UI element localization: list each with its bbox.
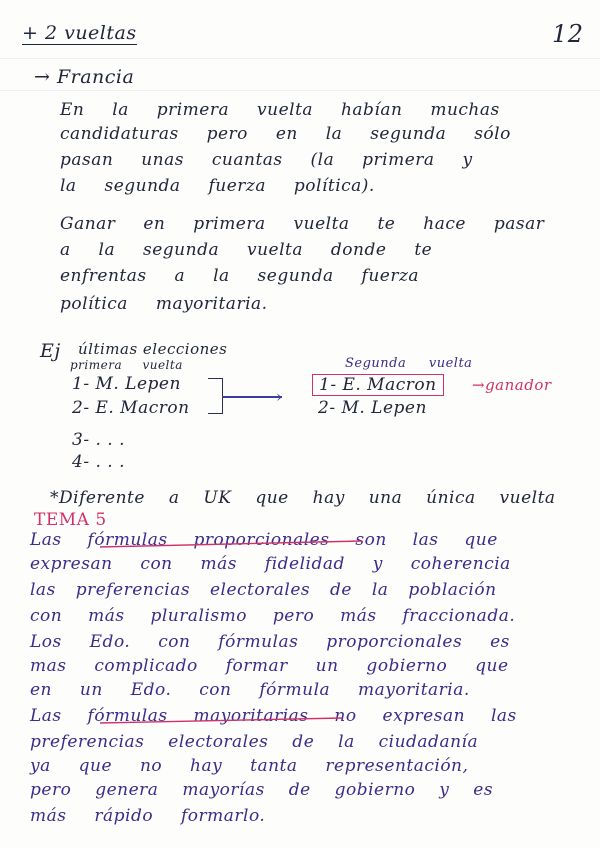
paragraph-line: más rápido formarlo.	[30, 806, 266, 826]
first-round-item: 2- E. Macron	[72, 398, 190, 418]
example-title: últimas elecciones	[78, 340, 228, 358]
paragraph-line: ya que no hay tanta representación,	[30, 756, 469, 776]
tema-label: TEMA 5	[34, 510, 107, 530]
first-round-label: primera vuelta	[70, 358, 183, 372]
paragraph-line: Ganar en primera vuelta te hace pasar	[60, 214, 545, 234]
paragraph-line: Las fórmulas mayoritarias no expresan las	[30, 706, 517, 726]
paragraph-line: candidaturas pero en la segunda sólo	[60, 124, 511, 144]
paragraph-line: pasan unas cuantas (la primera y	[60, 150, 473, 170]
page-title: + 2 vueltas	[22, 22, 137, 44]
second-round-label: Segunda vuelta	[345, 356, 473, 371]
paragraph-line: Los Edo. con fórmulas proporcionales es	[30, 632, 510, 652]
arrow-head-icon: ›	[276, 387, 283, 406]
second-round-winner: 1- E. Macron	[312, 374, 444, 396]
paragraph-line: pero genera mayorías de gobierno y es	[30, 780, 494, 800]
paragraph-line: política mayoritaria.	[60, 294, 268, 314]
winner-note: →ganador	[472, 376, 552, 394]
paragraph-line: a la segunda vuelta donde te	[60, 240, 433, 260]
first-round-item: 1- M. Lepen	[72, 374, 181, 394]
paragraph-line: la segunda fuerza política).	[60, 176, 375, 196]
paragraph-line: con más pluralismo pero más fraccionada.	[30, 606, 516, 626]
paragraph-line: preferencias electorales de la ciudadanía	[30, 732, 479, 752]
paragraph-line: En la primera vuelta habían muchas	[60, 100, 500, 120]
paragraph-line: en un Edo. con fórmula mayoritaria.	[30, 680, 470, 700]
first-round-item: 4- . . .	[72, 452, 125, 472]
paragraph-line: Las fórmulas proporcionales son las que	[30, 530, 498, 550]
page-number: 12	[552, 20, 584, 48]
example-marker: Ej	[40, 340, 61, 362]
paragraph-line: mas complicado formar un gobierno que	[30, 656, 509, 676]
underline-formulas-proporcionales	[100, 541, 362, 547]
paragraph-line: expresan con más fidelidad y coherencia	[30, 554, 511, 574]
underline-formulas-mayoritarias	[100, 718, 342, 723]
uk-note: *Diferente a UK que hay una única vuelta	[50, 488, 556, 508]
paragraph-line: las preferencias electorales de la población	[30, 580, 497, 600]
section-heading-francia: → Francia	[34, 66, 135, 88]
second-round-item: 2- M. Lepen	[318, 398, 427, 418]
paragraph-line: enfrentas a la segunda fuerza	[60, 266, 420, 286]
first-round-item: 3- . . .	[72, 430, 125, 450]
